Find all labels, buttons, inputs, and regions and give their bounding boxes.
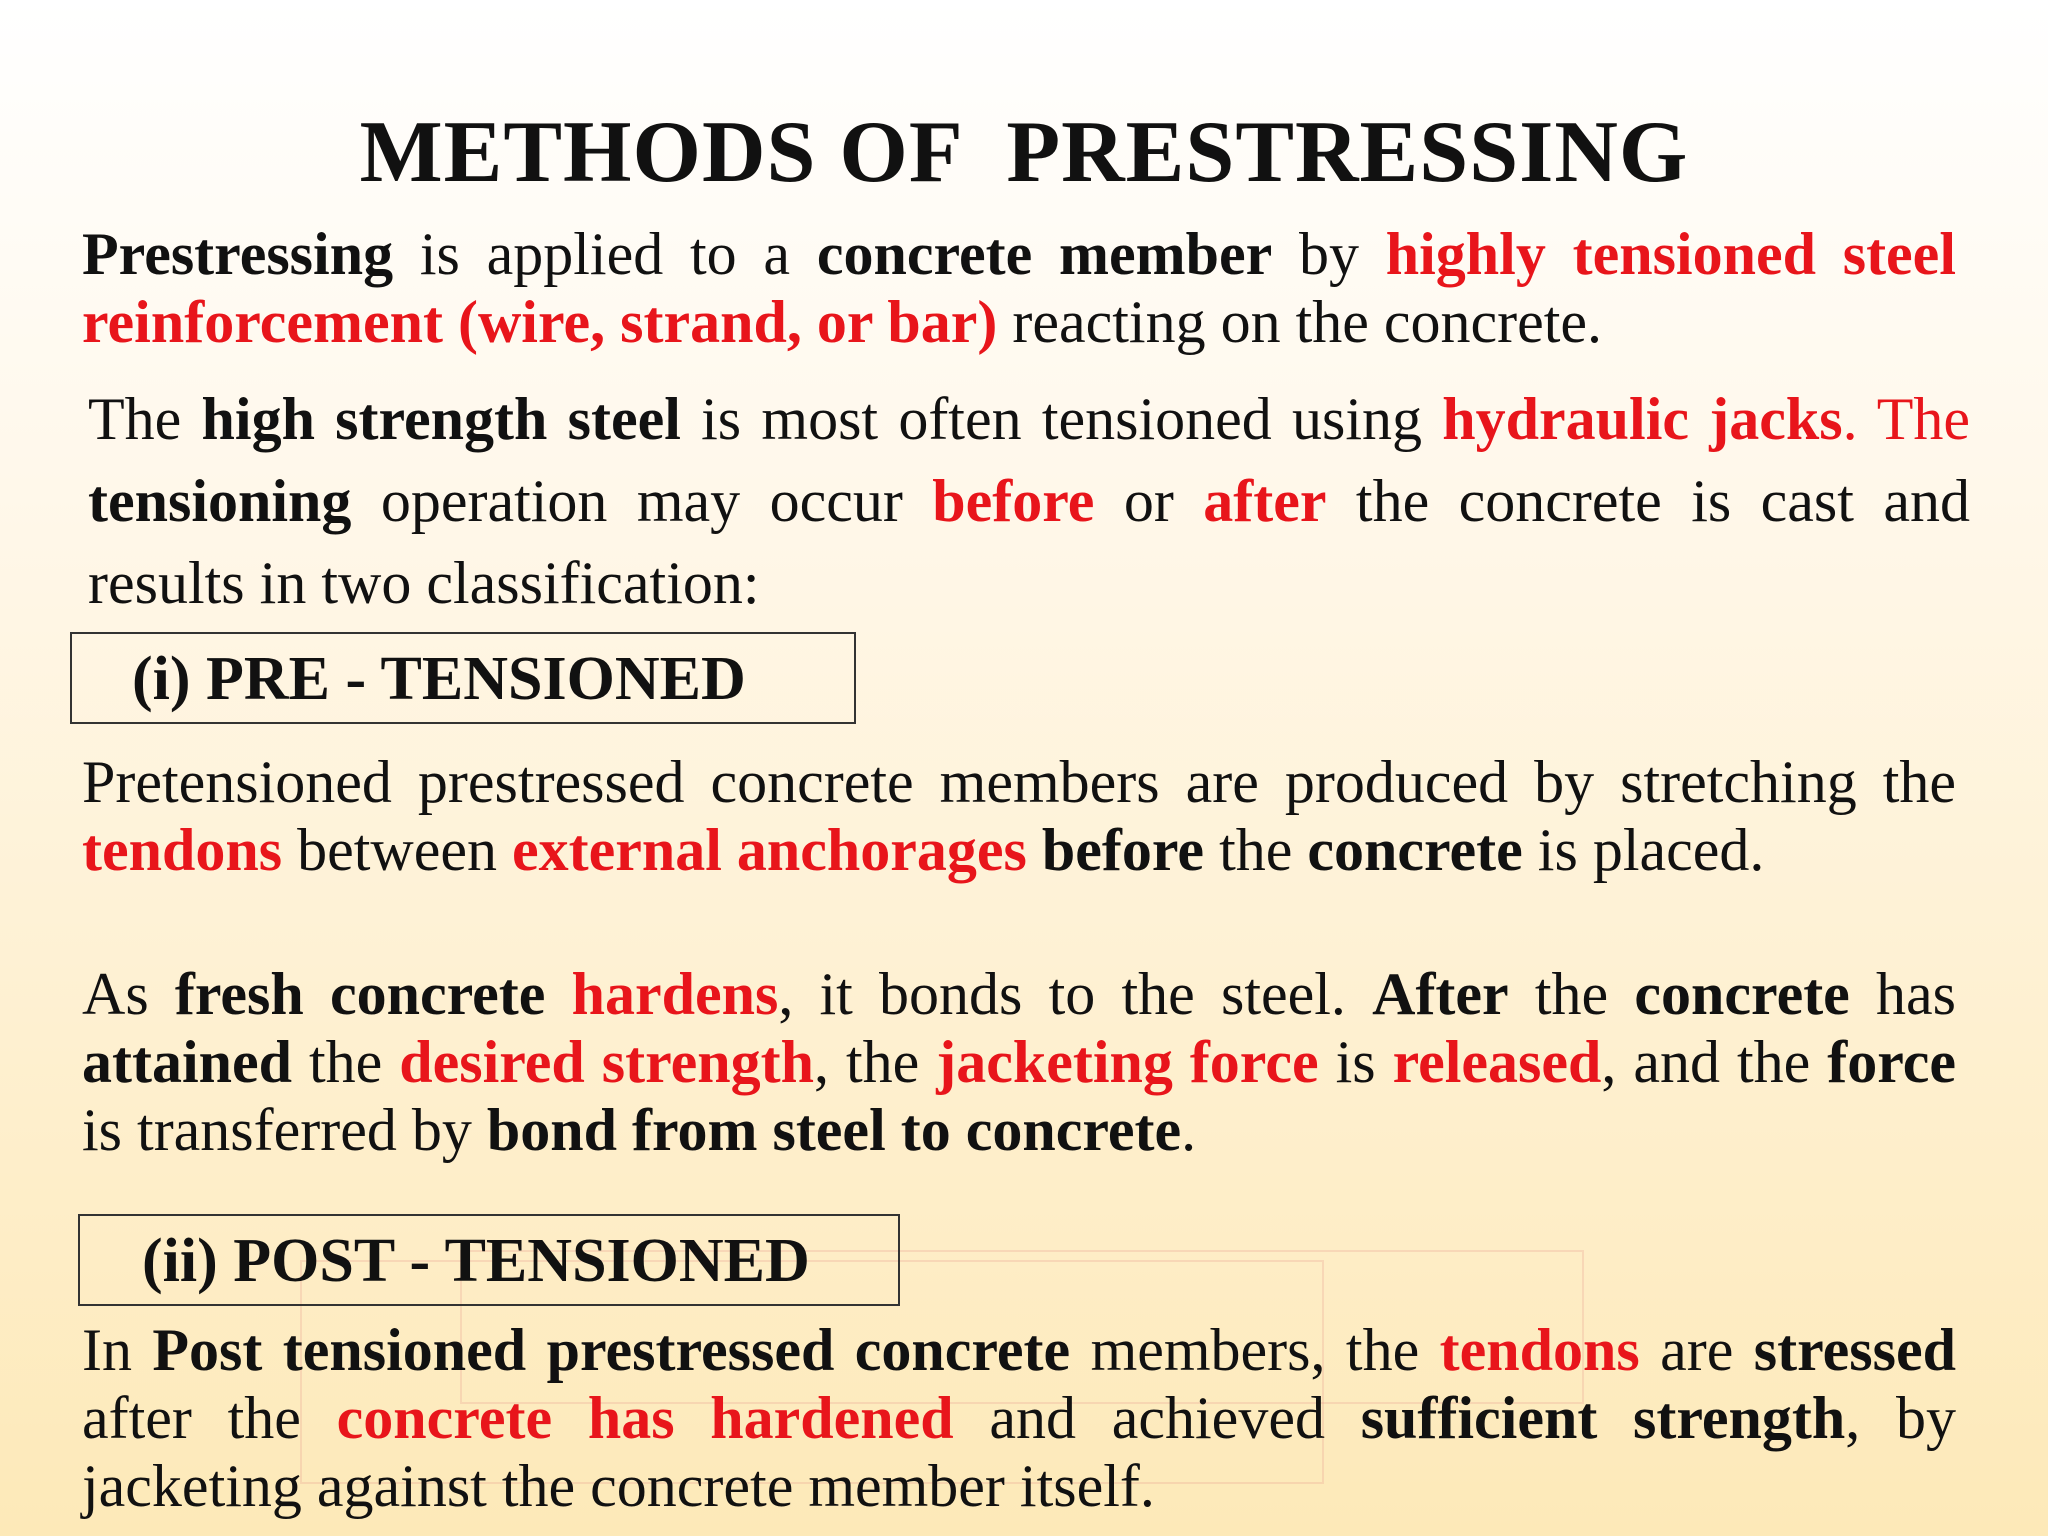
pre-tensioned-heading: (i) PRE - TENSIONED	[70, 632, 856, 724]
pre-tensioned-paragraph-1: Pretensioned prestressed concrete members are produced by stretching the tendons between external anchorages before the concrete is placed.	[82, 749, 1956, 883]
intro-paragraph: Prestressing is applied to a concrete member by highly tensioned steel reinforcement (wire, strand, or bar) reacting on the concrete.	[82, 221, 1956, 355]
page-title: METHODS OF PRESTRESSING	[359, 104, 1689, 201]
jacks-paragraph: The high strength steel is most often tensioned using hydraulic jacks. The tensioning operation may occur before or after the concrete is cast and results in two classification:	[88, 386, 1971, 616]
post-tensioned-paragraph: In Post tensioned prestressed concrete members, the tendons are stressed after the concrete has hardened and achieved sufficient strength, by jacketing against the concrete member itself.	[82, 1317, 1957, 1519]
pre-tensioned-paragraph-2: As fresh concrete hardens, it bonds to the steel. After the concrete has attained the desired strength, the jacketing force is released, and the force is transferred by bond from steel to concrete.	[82, 961, 1957, 1163]
post-tensioned-heading: (ii) POST - TENSIONED	[78, 1214, 900, 1306]
